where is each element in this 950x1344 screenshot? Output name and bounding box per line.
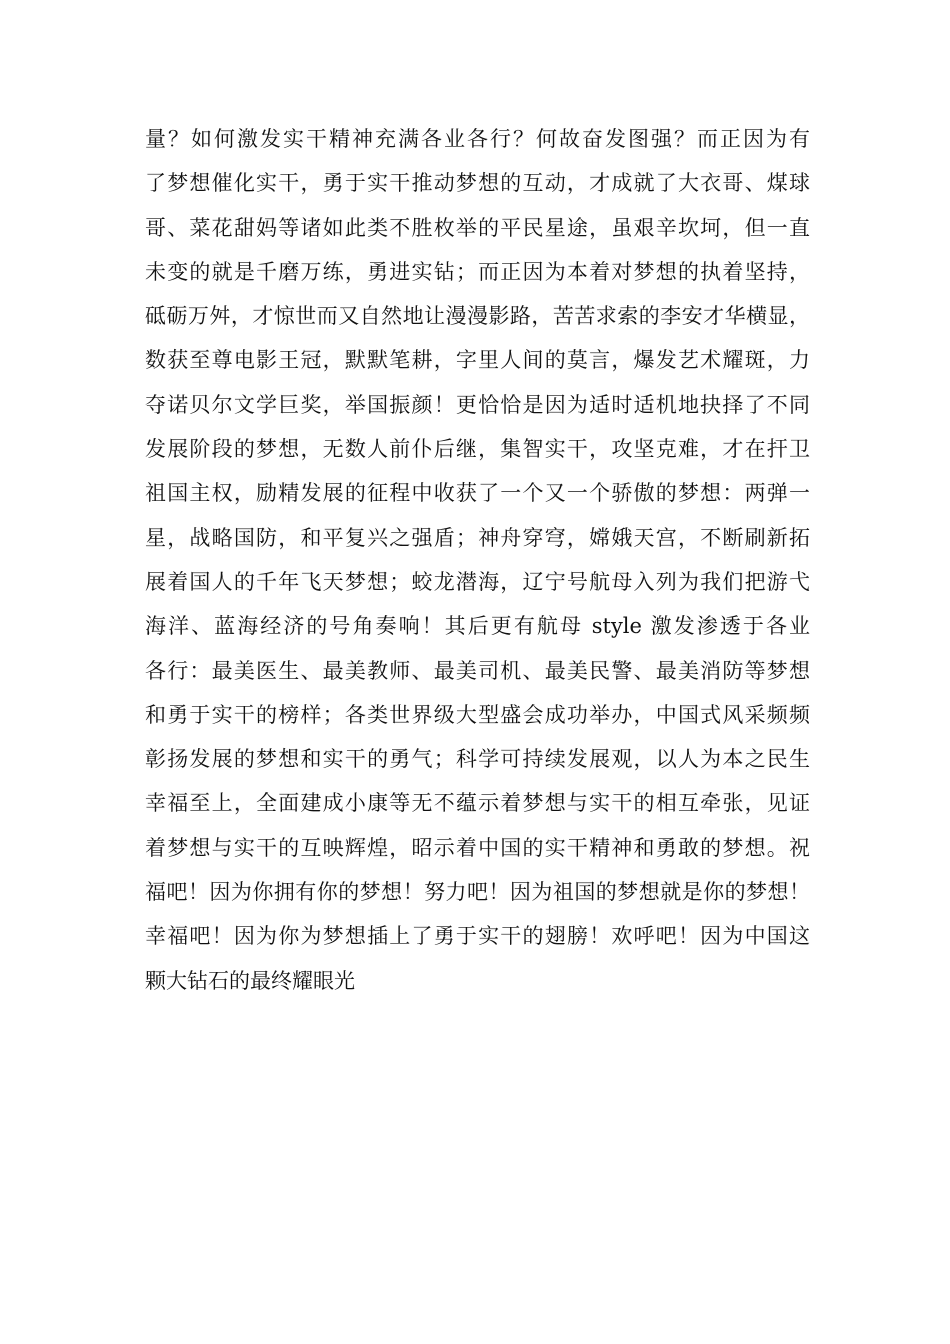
text-line-5: 砥砺万舛，才惊世而又自然地让漫漫影路，苦苦求索的李安才华横显， bbox=[145, 304, 810, 329]
text-line-6: 数获至尊电影王冠，默默笔耕，字里人间的莫言，爆发艺术耀斑，力 bbox=[145, 348, 810, 373]
text-line-16: 幸福至上，全面建成小康等无不蕴示着梦想与实干的相互牵张，见证 bbox=[145, 791, 810, 816]
text-line-8: 发展阶段的梦想，无数人前仆后继，集智实干，攻坚克难，才在扞卫 bbox=[145, 437, 810, 462]
text-line-7: 夺诺贝尔文学巨奖，举国振颜！更恰恰是因为适时适机地抉择了不同 bbox=[145, 392, 810, 417]
text-line-14: 和勇于实干的榜样；各类世界级大型盛会成功举办，中国式风采频频 bbox=[145, 702, 810, 727]
text-line-3: 哥、菜花甜妈等诸如此类不胜枚举的平民星途，虽艰辛坎坷，但一直 bbox=[145, 215, 810, 240]
text-line-17: 着梦想与实干的互映辉煌，昭示着中国的实干精神和勇敢的梦想。祝 bbox=[145, 835, 810, 860]
text-line-9: 祖国主权，励精发展的征程中收获了一个又一个骄傲的梦想：两弹一 bbox=[145, 481, 810, 506]
text-line-15: 彰扬发展的梦想和实干的勇气；科学可持续发展观，以人为本之民生 bbox=[145, 747, 810, 772]
body-paragraph bbox=[145, 117, 810, 1003]
text-line-12: 海洋、蓝海经济的号角奏响！其后更有航母 style 激发渗透于各业 bbox=[145, 614, 810, 639]
text-line-20: 颗大钻石的最终耀眼光 bbox=[145, 968, 355, 993]
text-line-10: 星，战略国防，和平复兴之强盾；神舟穿穹，嫦娥天宫，不断刷新拓 bbox=[145, 525, 810, 550]
text-line-1: 量？如何激发实干精神充满各业各行？何故奋发图强？而正因为有 bbox=[145, 127, 810, 151]
text-line-18: 福吧！因为你拥有你的梦想！努力吧！因为祖国的梦想就是你的梦想！ bbox=[145, 880, 810, 905]
text-line-4: 未变的就是千磨万练，勇进实钻；而正因为本着对梦想的执着坚持， bbox=[145, 259, 810, 284]
text-line-11: 展着国人的千年飞天梦想；蛟龙潜海，辽宁号航母入列为我们把游弋 bbox=[145, 569, 810, 594]
text-line-2: 了梦想催化实干，勇于实干推动梦想的互动，才成就了大衣哥、煤球 bbox=[145, 171, 810, 196]
text-line-13: 各行：最美医生、最美教师、最美司机、最美民警、最美消防等梦想 bbox=[145, 658, 810, 683]
text-line-19: 幸福吧！因为你为梦想插上了勇于实干的翅膀！欢呼吧！因为中国这 bbox=[145, 924, 810, 949]
